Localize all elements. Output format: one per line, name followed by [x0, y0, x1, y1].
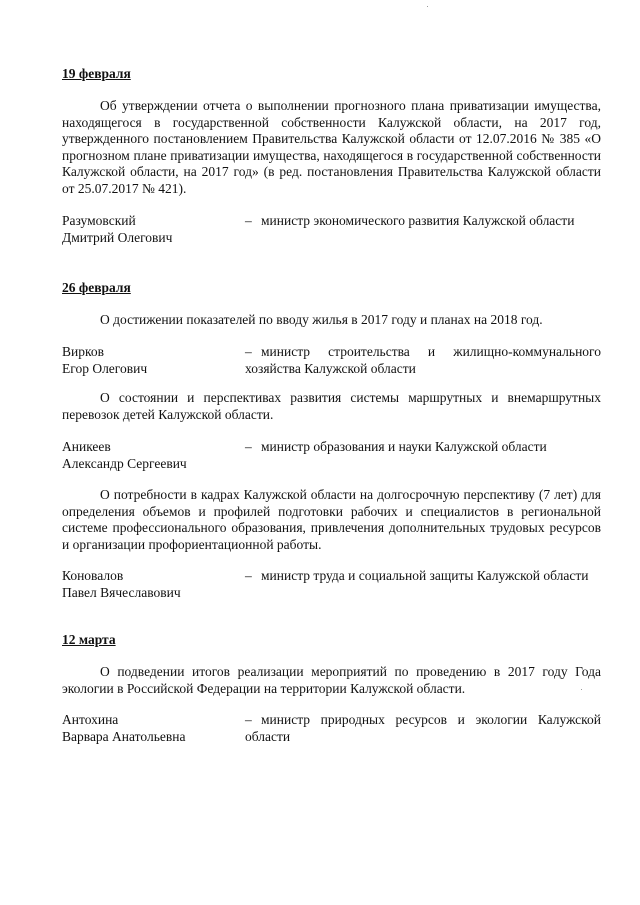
speaker-block	[62, 344, 601, 378]
agenda-topic: О потребности в кадрах Калужской области на долгосрочную перспективу (7 лет) для определения объемов и профилей подготовки рабочих и специалистов в региональной системе профессионального образования, привлечения дополнительных трудовых ресурсов и организации профориентационной работы.	[62, 487, 601, 552]
speaker-position-text: министр труда и социальной защиты Калужской области	[261, 568, 589, 583]
speaker-position	[245, 213, 601, 230]
speaker-position	[245, 568, 601, 585]
speaker-given-names: Александр Сергеевич	[62, 455, 187, 471]
dash-mark: –	[245, 568, 252, 583]
speaker-name	[62, 344, 242, 377]
dash-mark: –	[245, 213, 252, 228]
scan-speck	[427, 6, 428, 7]
agenda-topic: О достижении показателей по вводу жилья в 2017 году и планах на 2018 год.	[100, 312, 543, 327]
speaker-block	[62, 439, 601, 473]
speaker-given-names: Егор Олегович	[62, 360, 148, 376]
speaker-surname: Вирков	[62, 344, 104, 359]
speaker-name	[62, 568, 242, 601]
dash-mark: –	[245, 439, 252, 454]
speaker-block	[62, 213, 601, 247]
agenda-topic: О подведении итогов реализации мероприятий по проведению в 2017 году Года экологии в Российской Федерации на территории Калужской области.	[62, 664, 601, 696]
speaker-name	[62, 213, 242, 246]
speaker-position-text: министр строительства и жилищно-коммунального хозяйства Калужской области	[245, 344, 601, 376]
speaker-position-text: министр экономического развития Калужской области	[261, 213, 575, 228]
speaker-surname: Разумовский	[62, 213, 136, 228]
speaker-position	[245, 712, 601, 745]
speaker-name	[62, 439, 242, 472]
speaker-surname: Коновалов	[62, 568, 124, 583]
scan-speck	[581, 689, 582, 690]
dash-mark: –	[245, 344, 252, 359]
speaker-position	[245, 439, 601, 456]
speaker-surname: Антохина	[62, 712, 119, 727]
section-date: 19 февраля	[62, 66, 131, 81]
speaker-position-text: министр образования и науки Калужской области	[261, 439, 547, 454]
speaker-name	[62, 712, 242, 745]
section-date: 12 марта	[62, 632, 116, 647]
dash-mark: –	[245, 712, 252, 727]
agenda-topic: О состоянии и перспективах развития системы маршрутных и внемаршрутных перевозок детей Калужской области.	[62, 390, 601, 422]
speaker-surname: Аникеев	[62, 439, 111, 454]
speaker-given-names: Павел Вячеславович	[62, 584, 181, 600]
speaker-block	[62, 712, 601, 746]
speaker-block	[62, 568, 601, 602]
speaker-given-names: Варвара Анатольевна	[62, 728, 186, 744]
speaker-position-text: министр природных ресурсов и экологии Калужской области	[245, 712, 601, 744]
agenda-topic: Об утверждении отчета о выполнении прогнозного плана приватизации имущества, находящегося в государственной собственности Калужской области, на 2017 год, утвержденного постановлением Правительства Калужской области от 12.07.2016 № 385 «О прогнозном плане приватизации имущества, находящегося в государственной собственности Калужской области, на 2017 год» (в ред. постановления Правительства Калужской области от 25.07.2017 № 421).	[62, 98, 601, 196]
speaker-position	[245, 344, 601, 377]
speaker-given-names: Дмитрий Олегович	[62, 229, 173, 245]
section-date: 26 февраля	[62, 280, 131, 295]
